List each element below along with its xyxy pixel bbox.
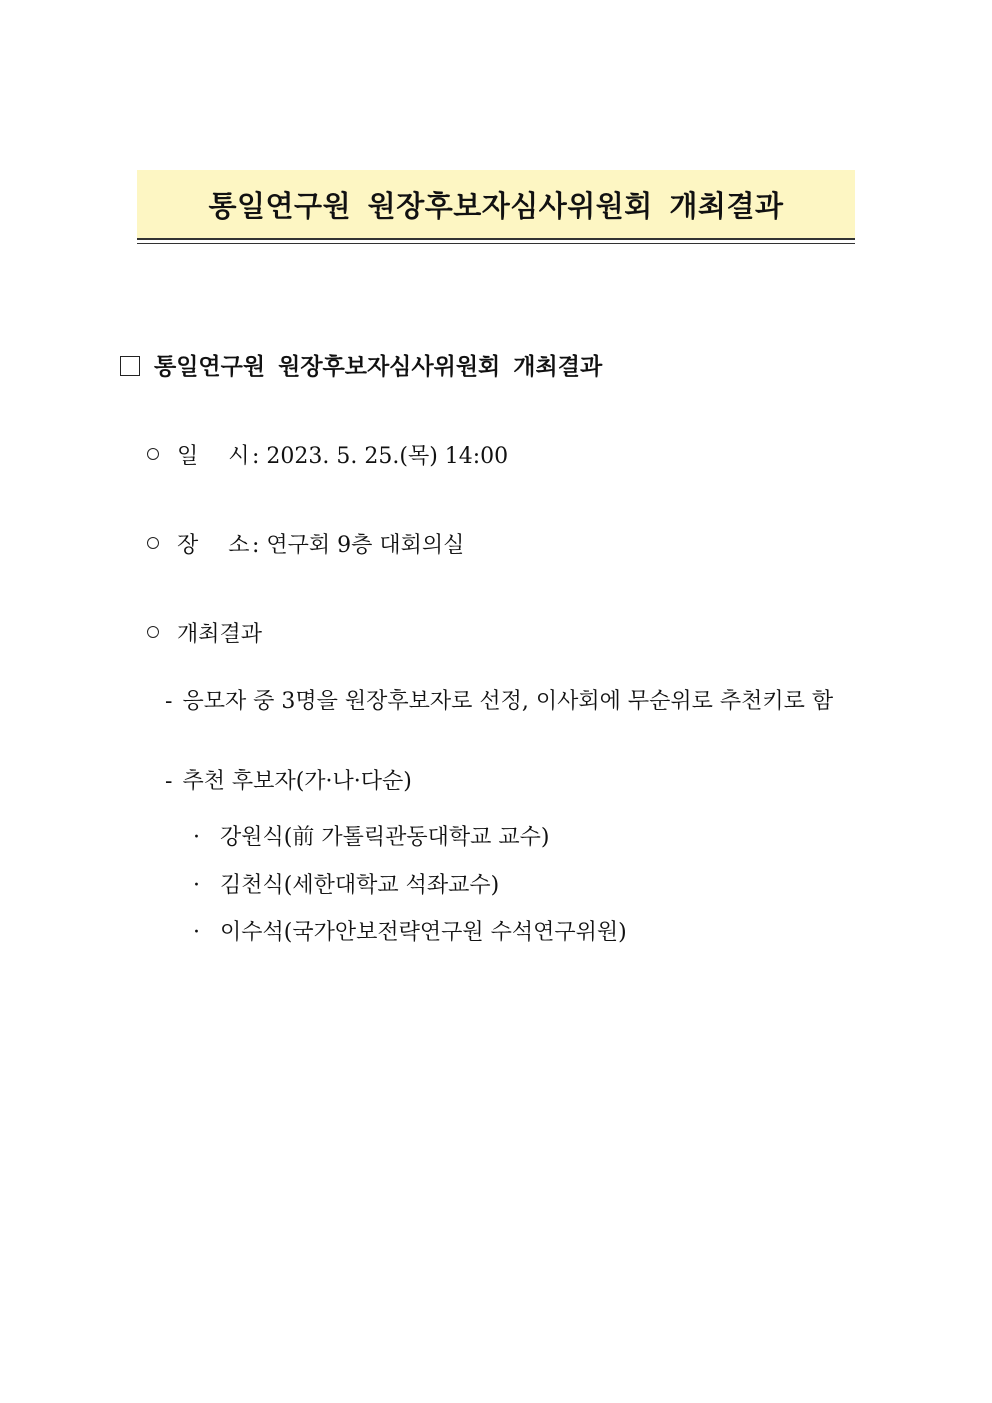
circle-bullet-icon	[147, 448, 159, 460]
result-label: 개최결과	[177, 622, 263, 647]
date-separator: :	[252, 444, 260, 469]
title-banner	[137, 170, 855, 240]
candidate-text: 김천식(세한대학교 석좌교수)	[220, 873, 500, 898]
candidate-text: 이수석(국가안보전략연구원 수석연구위원)	[220, 920, 627, 945]
candidate-item	[193, 871, 499, 901]
place-value: 연구회 9층 대회의실	[266, 533, 465, 558]
candidate-item	[193, 823, 549, 853]
middle-dot-bullet: ·	[193, 825, 200, 850]
date-value: 2023. 5. 25.(목) 14:00	[266, 444, 509, 469]
date-row	[147, 442, 508, 472]
page-title: 통일연구원 원장후보자심사위원회 개최결과	[208, 188, 784, 223]
result-item	[165, 687, 833, 717]
result-item-text: 추천 후보자(가·나·다순)	[182, 769, 412, 794]
result-item	[165, 767, 412, 797]
place-separator: :	[252, 533, 260, 558]
dash-bullet: -	[165, 689, 173, 714]
section-heading-text: 통일연구원 원장후보자심사위원회 개최결과	[154, 353, 603, 380]
candidate-item	[193, 918, 627, 948]
dash-bullet: -	[165, 769, 173, 794]
circle-bullet-icon	[147, 626, 159, 638]
date-label	[177, 442, 250, 472]
date-label-b: 시	[228, 444, 250, 469]
checkbox-square-icon	[120, 356, 140, 376]
date-label-a: 일	[177, 444, 199, 469]
place-label-a: 장	[177, 533, 199, 558]
place-label-b: 소	[228, 533, 250, 558]
middle-dot-bullet: ·	[193, 920, 200, 945]
circle-bullet-icon	[147, 537, 159, 549]
result-row	[147, 620, 262, 650]
place-row	[147, 531, 464, 561]
section-heading	[120, 352, 602, 382]
place-label	[177, 531, 250, 561]
middle-dot-bullet: ·	[193, 873, 200, 898]
candidate-text: 강원식(前 가톨릭관동대학교 교수)	[220, 825, 550, 850]
result-item-text: 응모자 중 3명을 원장후보자로 선정, 이사회에 무순위로 추천키로 함	[182, 689, 834, 714]
